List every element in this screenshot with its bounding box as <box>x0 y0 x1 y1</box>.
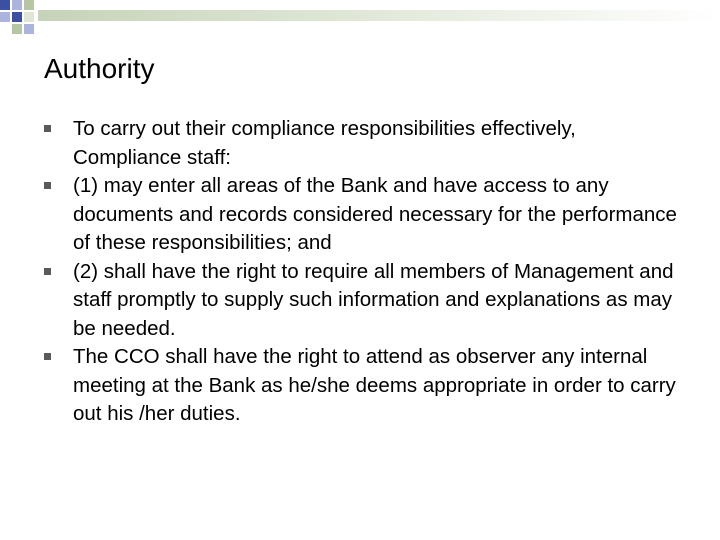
deco-square <box>12 24 22 34</box>
deco-square <box>24 0 34 10</box>
deco-square <box>24 12 34 22</box>
bullet-item <box>44 343 684 429</box>
square-bullet-icon <box>44 182 51 189</box>
square-bullet-icon <box>44 125 51 132</box>
slide-title: Authority <box>44 53 155 84</box>
square-bullet-icon <box>44 353 51 360</box>
deco-square <box>12 0 22 10</box>
bullet-item <box>44 258 684 344</box>
deco-square <box>12 12 22 22</box>
bullet-item <box>44 172 684 258</box>
deco-square <box>0 0 10 10</box>
deco-square <box>0 12 10 22</box>
bullet-text: (1) may enter all areas of the Bank and have access to any documents and records considered necessary for the performance of these responsibilities; and <box>73 174 677 254</box>
deco-square <box>24 24 34 34</box>
top-gradient-band <box>38 10 720 21</box>
square-bullet-icon <box>44 268 51 275</box>
bullet-text: (2) shall have the right to require all members of Management and staff promptly to supply such information and explanations as may be needed. <box>73 259 674 340</box>
bullet-list <box>44 115 684 429</box>
bullet-text: The CCO shall have the right to attend as observer any internal meeting at the Bank as he/she deems appropriate in order to carry out his /her duties. <box>73 345 676 425</box>
bullet-item <box>44 115 684 172</box>
bullet-text: To carry out their compliance responsibilities effectively, Compliance staff: <box>73 117 576 169</box>
